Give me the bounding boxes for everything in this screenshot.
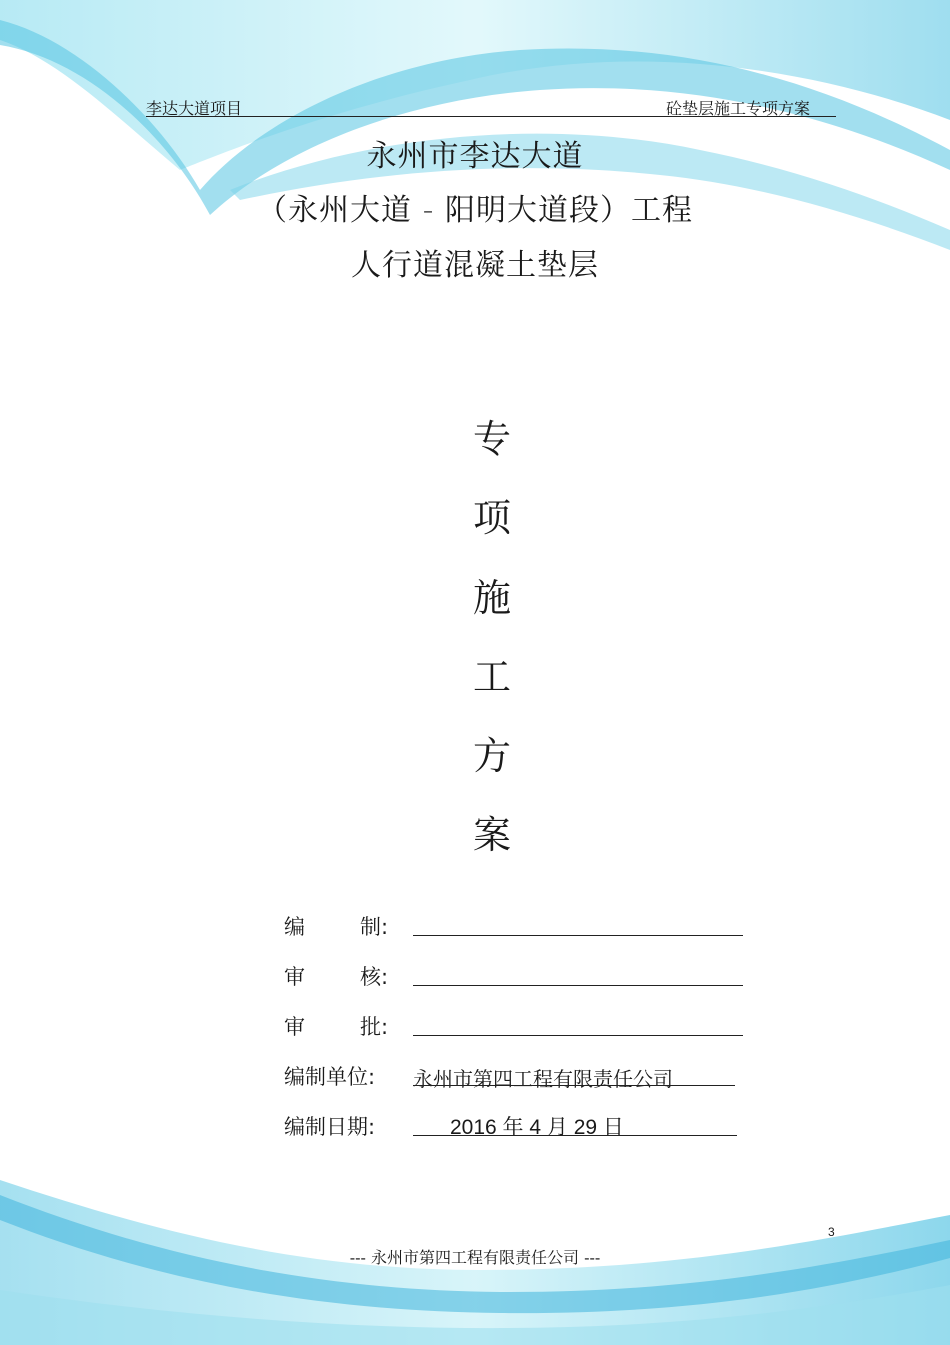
unit-label: 编制单位: [284,1065,376,1089]
footer-company: --- 永州市第四工程有限责任公司 --- [349,1248,601,1267]
title-line-2: （永州大道 - 阳明大道段）工程 [257,193,693,228]
date-label: 编制日期: [284,1115,376,1139]
compile-signature-line [413,935,743,936]
page-number: 3 [828,1225,835,1239]
subtitle-char: 施 [472,576,511,620]
subtitle-char: 案 [472,813,511,857]
unit-underline [413,1085,735,1086]
header-rule [146,116,836,117]
compile-label-a: 编 [284,915,305,939]
title-line-3: 人行道混凝土垫层 [351,248,599,283]
subtitle-char: 方 [472,734,511,778]
review-label-b: 核: [360,965,389,989]
header-document-name: 砼垫层施工专项方案 [666,99,811,118]
compile-label-b: 制: [360,915,389,939]
date-value: 2016 年 4 月 29 日 [450,1116,624,1139]
approve-label-b: 批: [360,1015,389,1039]
subtitle-char: 专 [472,417,511,461]
unit-value: 永州市第四工程有限责任公司 [413,1067,673,1091]
date-underline [413,1135,737,1136]
approve-label-a: 审 [284,1015,305,1039]
header-project-name: 李达大道项目 [146,99,243,118]
approve-signature-line [413,1035,743,1036]
review-signature-line [413,985,743,986]
title-line-1: 永州市李达大道 [366,139,584,174]
review-label-a: 审 [284,965,305,989]
subtitle-char: 工 [472,655,511,699]
subtitle-char: 项 [472,496,511,540]
